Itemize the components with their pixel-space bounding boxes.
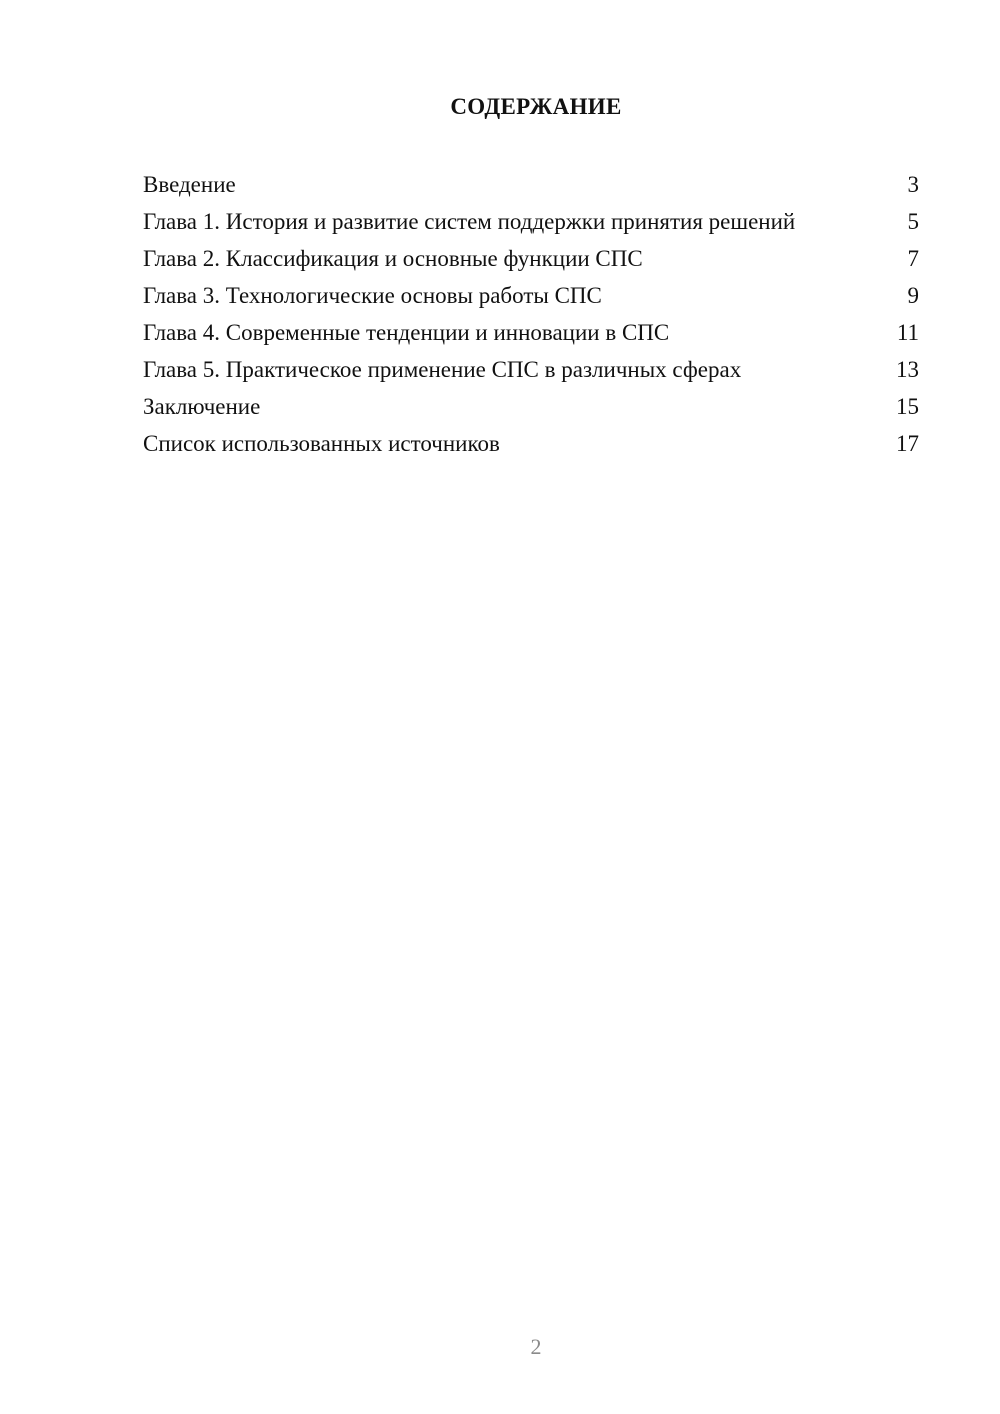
toc-entry-chapter-5[interactable]	[143, 356, 919, 383]
toc-entry-text: Список использованных источников	[143, 431, 500, 456]
toc-entry-page: 3	[907, 172, 919, 197]
toc-entry-page: 9	[907, 283, 919, 308]
toc-entry-page: 5	[907, 209, 919, 234]
toc-entry-references[interactable]	[143, 430, 919, 457]
toc-entry-page: 13	[896, 357, 919, 382]
toc-entry-page: 7	[907, 246, 919, 271]
toc-entry-text: Глава 2. Классификация и основные функции СПС	[143, 246, 643, 271]
toc-entry-text: Глава 1. История и развитие систем поддержки принятия решений	[143, 209, 796, 234]
toc-entry-page: 11	[896, 320, 919, 345]
toc-entry-conclusion[interactable]	[143, 393, 919, 420]
toc-entry-introduction[interactable]	[143, 171, 919, 198]
toc-entry-text: Введение	[143, 172, 236, 197]
toc-entry-chapter-3[interactable]	[143, 282, 919, 309]
toc-entry-page: 17	[896, 431, 919, 456]
toc-entry-chapter-1[interactable]	[143, 208, 919, 235]
table-of-contents	[143, 171, 919, 467]
toc-entry-chapter-2[interactable]	[143, 245, 919, 272]
page-title: СОДЕРЖАНИЕ	[450, 94, 622, 119]
toc-entry-text: Глава 3. Технологические основы работы СПС	[143, 283, 602, 308]
toc-entry-text: Заключение	[143, 394, 261, 419]
toc-entry-text: Глава 5. Практическое применение СПС в различных сферах	[143, 357, 742, 382]
toc-entry-text: Глава 4. Современные тенденции и инновации в СПС	[143, 320, 670, 345]
toc-entry-chapter-4[interactable]	[143, 319, 919, 346]
toc-entry-page: 15	[896, 394, 919, 419]
page-number: 2	[530, 1334, 542, 1359]
